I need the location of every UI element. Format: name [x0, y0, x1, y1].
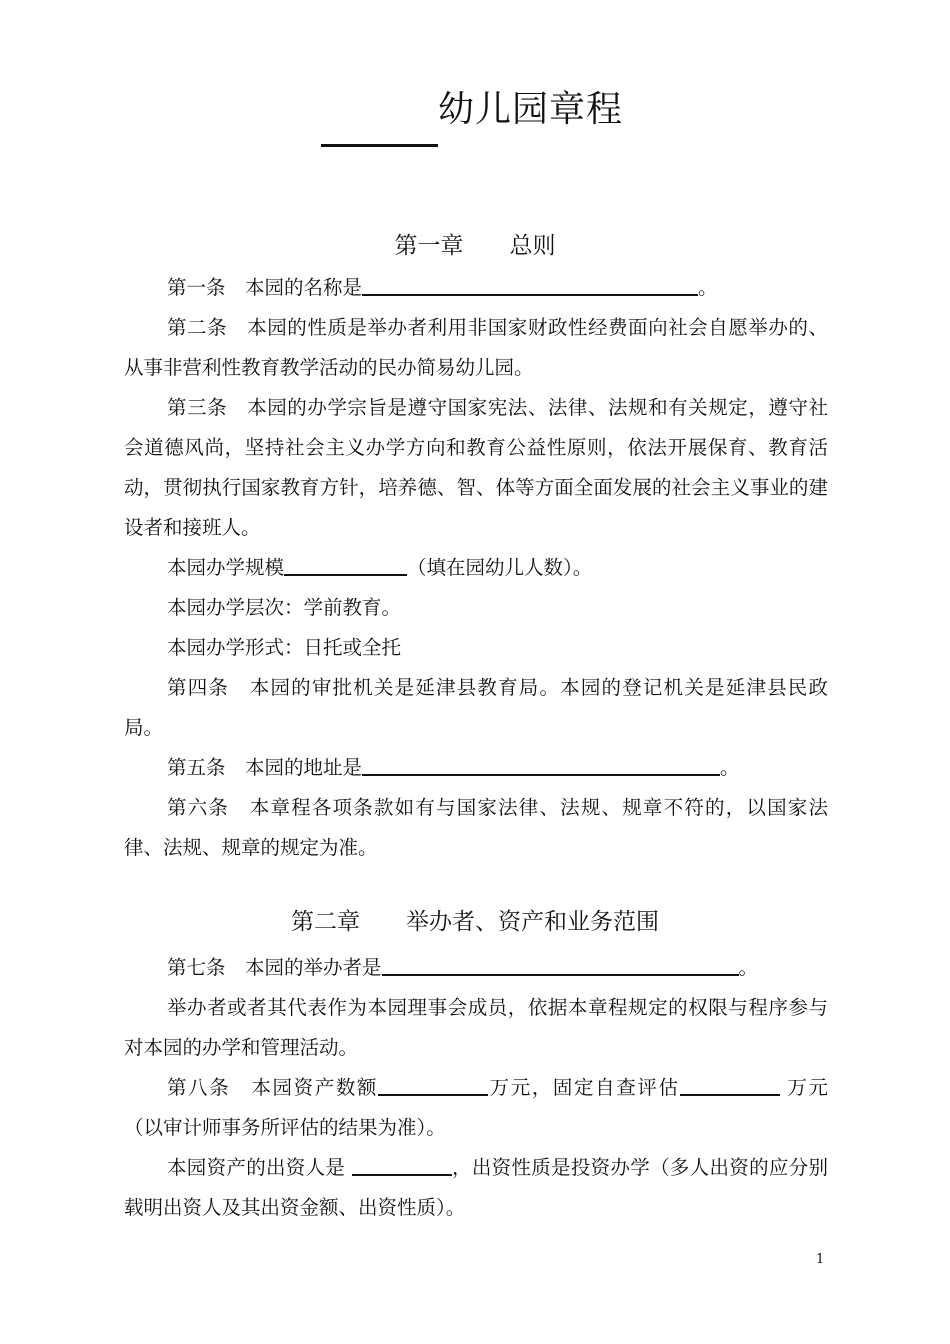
asset-amount-blank — [378, 1072, 488, 1096]
scale-line: 本园办学规模 （填在园幼儿人数）。 — [124, 548, 828, 588]
investor-paragraph: 本园资产的出资人是 ，出资性质是投资办学（多人出资的应分别载明出资人及其出资金额、出资性质）。 — [124, 1148, 828, 1228]
investor-blank — [352, 1152, 452, 1176]
article-8-label: 第八条 — [167, 1076, 231, 1099]
article-4 — [124, 668, 828, 748]
article-7-paragraph: 举办者或者其代表作为本园理事会成员，依据本章程规定的权限与程序参与对本园的办学和管理活动。 — [124, 996, 828, 1059]
article-8: 第八条 本园资产数额 万元，固定自查评估 万元（以审计师事务所评估的结果为准）。 — [124, 1068, 828, 1148]
article-2-label: 第二条 — [167, 316, 228, 339]
document-title: 幼儿园章程 — [438, 89, 624, 130]
article-5-text: 本园的地址是 — [245, 756, 363, 779]
article-1-label: 第一条 — [167, 276, 226, 299]
article-4-label: 第四条 — [167, 676, 230, 699]
scale-blank — [284, 552, 407, 576]
article-4-text: 本园的审批机关是延津县教育局。本园的登记机关是延津县民政局。 — [124, 676, 828, 739]
chapter-heading-2: 第二章 举办者、资产和业务范围 — [291, 909, 659, 935]
article-6-text: 本章程各项条款如有与国家法律、法规、规章不符的，以国家法律、法规、规章的规定为准。 — [124, 796, 828, 859]
article-5-label: 第五条 — [167, 756, 226, 779]
article-2 — [124, 308, 828, 388]
article-5: 第五条 本园的地址是 。 — [124, 748, 828, 788]
sponsor-blank — [382, 952, 739, 976]
article-2-text: 本园的性质是举办者利用非国家财政性经费面向社会自愿举办的、从事非营利性教育教学活动的民办简易幼儿园。 — [124, 316, 828, 379]
article-6-label: 第六条 — [167, 796, 230, 819]
article-1-text: 本园的名称是 — [245, 276, 363, 299]
article-1: 第一条 本园的名称是 。 — [124, 268, 828, 308]
article-3-label: 第三条 — [167, 396, 228, 419]
article-6 — [124, 788, 828, 868]
level-line: 本园办学层次：学前教育。 — [167, 596, 402, 619]
page-number: 1 — [816, 1252, 825, 1267]
article-3 — [124, 388, 828, 548]
address-blank — [362, 752, 720, 776]
form-line: 本园办学形式：日托或全托 — [167, 636, 402, 659]
title-underline — [321, 144, 438, 147]
article-7-text: 本园的举办者是 — [245, 956, 382, 979]
asset-assessment-blank — [680, 1072, 780, 1096]
article-7: 第七条 本园的举办者是 。 — [124, 948, 828, 988]
chapter-heading-1: 第一章 总则 — [394, 233, 556, 259]
article-7-label: 第七条 — [167, 956, 226, 979]
name-blank — [362, 272, 698, 296]
article-3-text: 本园的办学宗旨是遵守国家宪法、法律、法规和有关规定，遵守社会道德风尚，坚持社会主义办学方向和教育公益性原则，依法开展保育、教育活动，贯彻执行国家教育方针，培养德、智、体等方面全面发展的社会主义事业的建设者和接班人。 — [124, 396, 828, 539]
